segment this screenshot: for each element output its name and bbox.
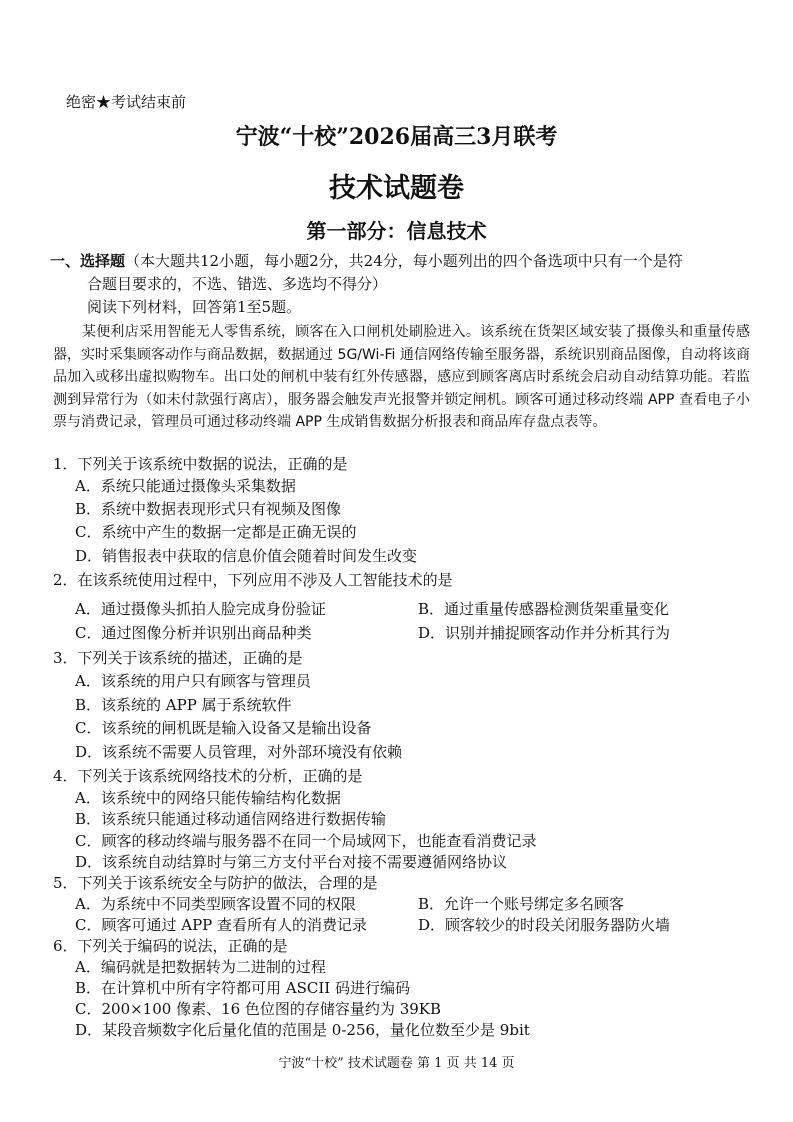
option: C．该系统的闸机既是输入设备又是输出设备 — [75, 719, 372, 737]
option: A．编码就是把数据转为二进制的过程 — [75, 958, 326, 976]
option: C．200×100 像素、16 色位图的存储容量约为 39KB — [75, 1000, 442, 1018]
option: B．系统中数据表现形式只有视频及图像 — [75, 500, 342, 518]
option: B．通过重量传感器检测货架重量变化 — [418, 600, 670, 618]
option: D．识别并捕捉顾客动作并分析其行为 — [418, 624, 671, 642]
paper-title: 技术试题卷 — [329, 173, 464, 204]
option: A．通过摄像头抓拍人脸完成身份验证 — [75, 600, 326, 618]
section-heading — [50, 250, 750, 319]
section-instructions-1: （本大题共12小题，每小题2分，共24分，每小题列出的四个备选项中只有一个是符 — [125, 252, 683, 270]
option: B．在计算机中所有字符都可用 ASCII 码进行编码 — [75, 979, 410, 997]
option: C．通过图像分析并识别出商品种类 — [75, 624, 312, 642]
option: D．某段音频数字化后量化值的范围是 0-256，量化位数至少是 9bit — [75, 1021, 530, 1039]
section-instructions-2: 合题目要求的，不选、错选、多选均不得分） — [87, 275, 388, 293]
page-footer: 宁波“十校” 技术试题卷 第 1 页 共 14 页 — [278, 1056, 515, 1071]
option: D．该系统自动结算时与第三方支付平台对接不需要遵循网络协议 — [75, 853, 508, 871]
question-stem: 6．下列关于编码的说法，正确的是 — [53, 937, 288, 955]
reading-prompt: 阅读下列材料，回答第1至5题。 — [87, 298, 302, 316]
option: D．顾客较少的时段关闭服务器防火墙 — [418, 916, 671, 934]
option: C．顾客的移动终端与服务器不在同一个局域网下，也能查看消费记录 — [75, 832, 537, 850]
option: D．销售报表中获取的信息价值会随着时间发生改变 — [75, 547, 418, 565]
question-stem: 5．下列关于该系统安全与防护的做法，合理的是 — [53, 874, 378, 892]
stem-part: 人工智能技术的是 — [332, 571, 453, 589]
section-label: 一、选择题 — [50, 252, 126, 270]
option: B．允许一个账号绑定多名顾客 — [418, 895, 625, 913]
option: B．该系统只能通过移动通信网络进行数据传输 — [75, 810, 387, 828]
part-title: 第一部分：信息技术 — [306, 219, 487, 243]
option: A．系统只能通过摄像头采集数据 — [75, 477, 296, 495]
emphasis-text: 不涉及 — [287, 571, 333, 589]
question-stem: 4．下列关于该系统网络技术的分析，正确的是 — [53, 767, 363, 785]
option: C．顾客可通过 APP 查看所有人的消费记录 — [75, 916, 368, 934]
question-stem — [53, 569, 453, 590]
option: A．该系统的用户只有顾客与管理员 — [75, 672, 311, 690]
reading-material: 某便利店采用智能无人零售系统，顾客在入口闸机处刷脸进入。该系统在货架区域安装了摄像头和重量传感器，实时采集顾客动作与商品数据，数据通过 5G/Wi-Fi 通信网络传输至服务器，系统识别商品图像，自动将该商品加入或移出虚拟购物车。出口处的闸机中装有红外传感器，感应到顾客离店时系统会启动自动结算功能。若监测到异常行为（如未付款强行离店），服务器会触发声光报警并锁定闸机。顾客可通过移动终端 APP 查看电子小票与消费记录，管理员可通过移动终端 APP 生成销售数据分析报表和商品库存盘点表等。 — [53, 324, 750, 431]
option: A．该系统中的网络只能传输结构化数据 — [75, 789, 341, 807]
question-stem: 3．下列关于该系统的描述，正确的是 — [53, 649, 303, 667]
question-stem: 1．下列关于该系统中数据的说法，正确的是 — [53, 455, 348, 473]
option: A．为系统中不同类型顾客设置不同的权限 — [75, 895, 356, 913]
option: B．该系统的 APP 属于系统软件 — [75, 696, 292, 714]
option: C．系统中产生的数据一定都是正确无误的 — [75, 523, 357, 541]
stem-part: 2．在该系统使用过程中，下列应用 — [53, 571, 288, 589]
exam-title: 宁波“十校”2026届高三3月联考 — [235, 124, 558, 150]
confidential-mark: 绝密★考试结束前 — [66, 93, 187, 111]
option: D．该系统不需要人员管理，对外部环境没有依赖 — [75, 743, 403, 761]
